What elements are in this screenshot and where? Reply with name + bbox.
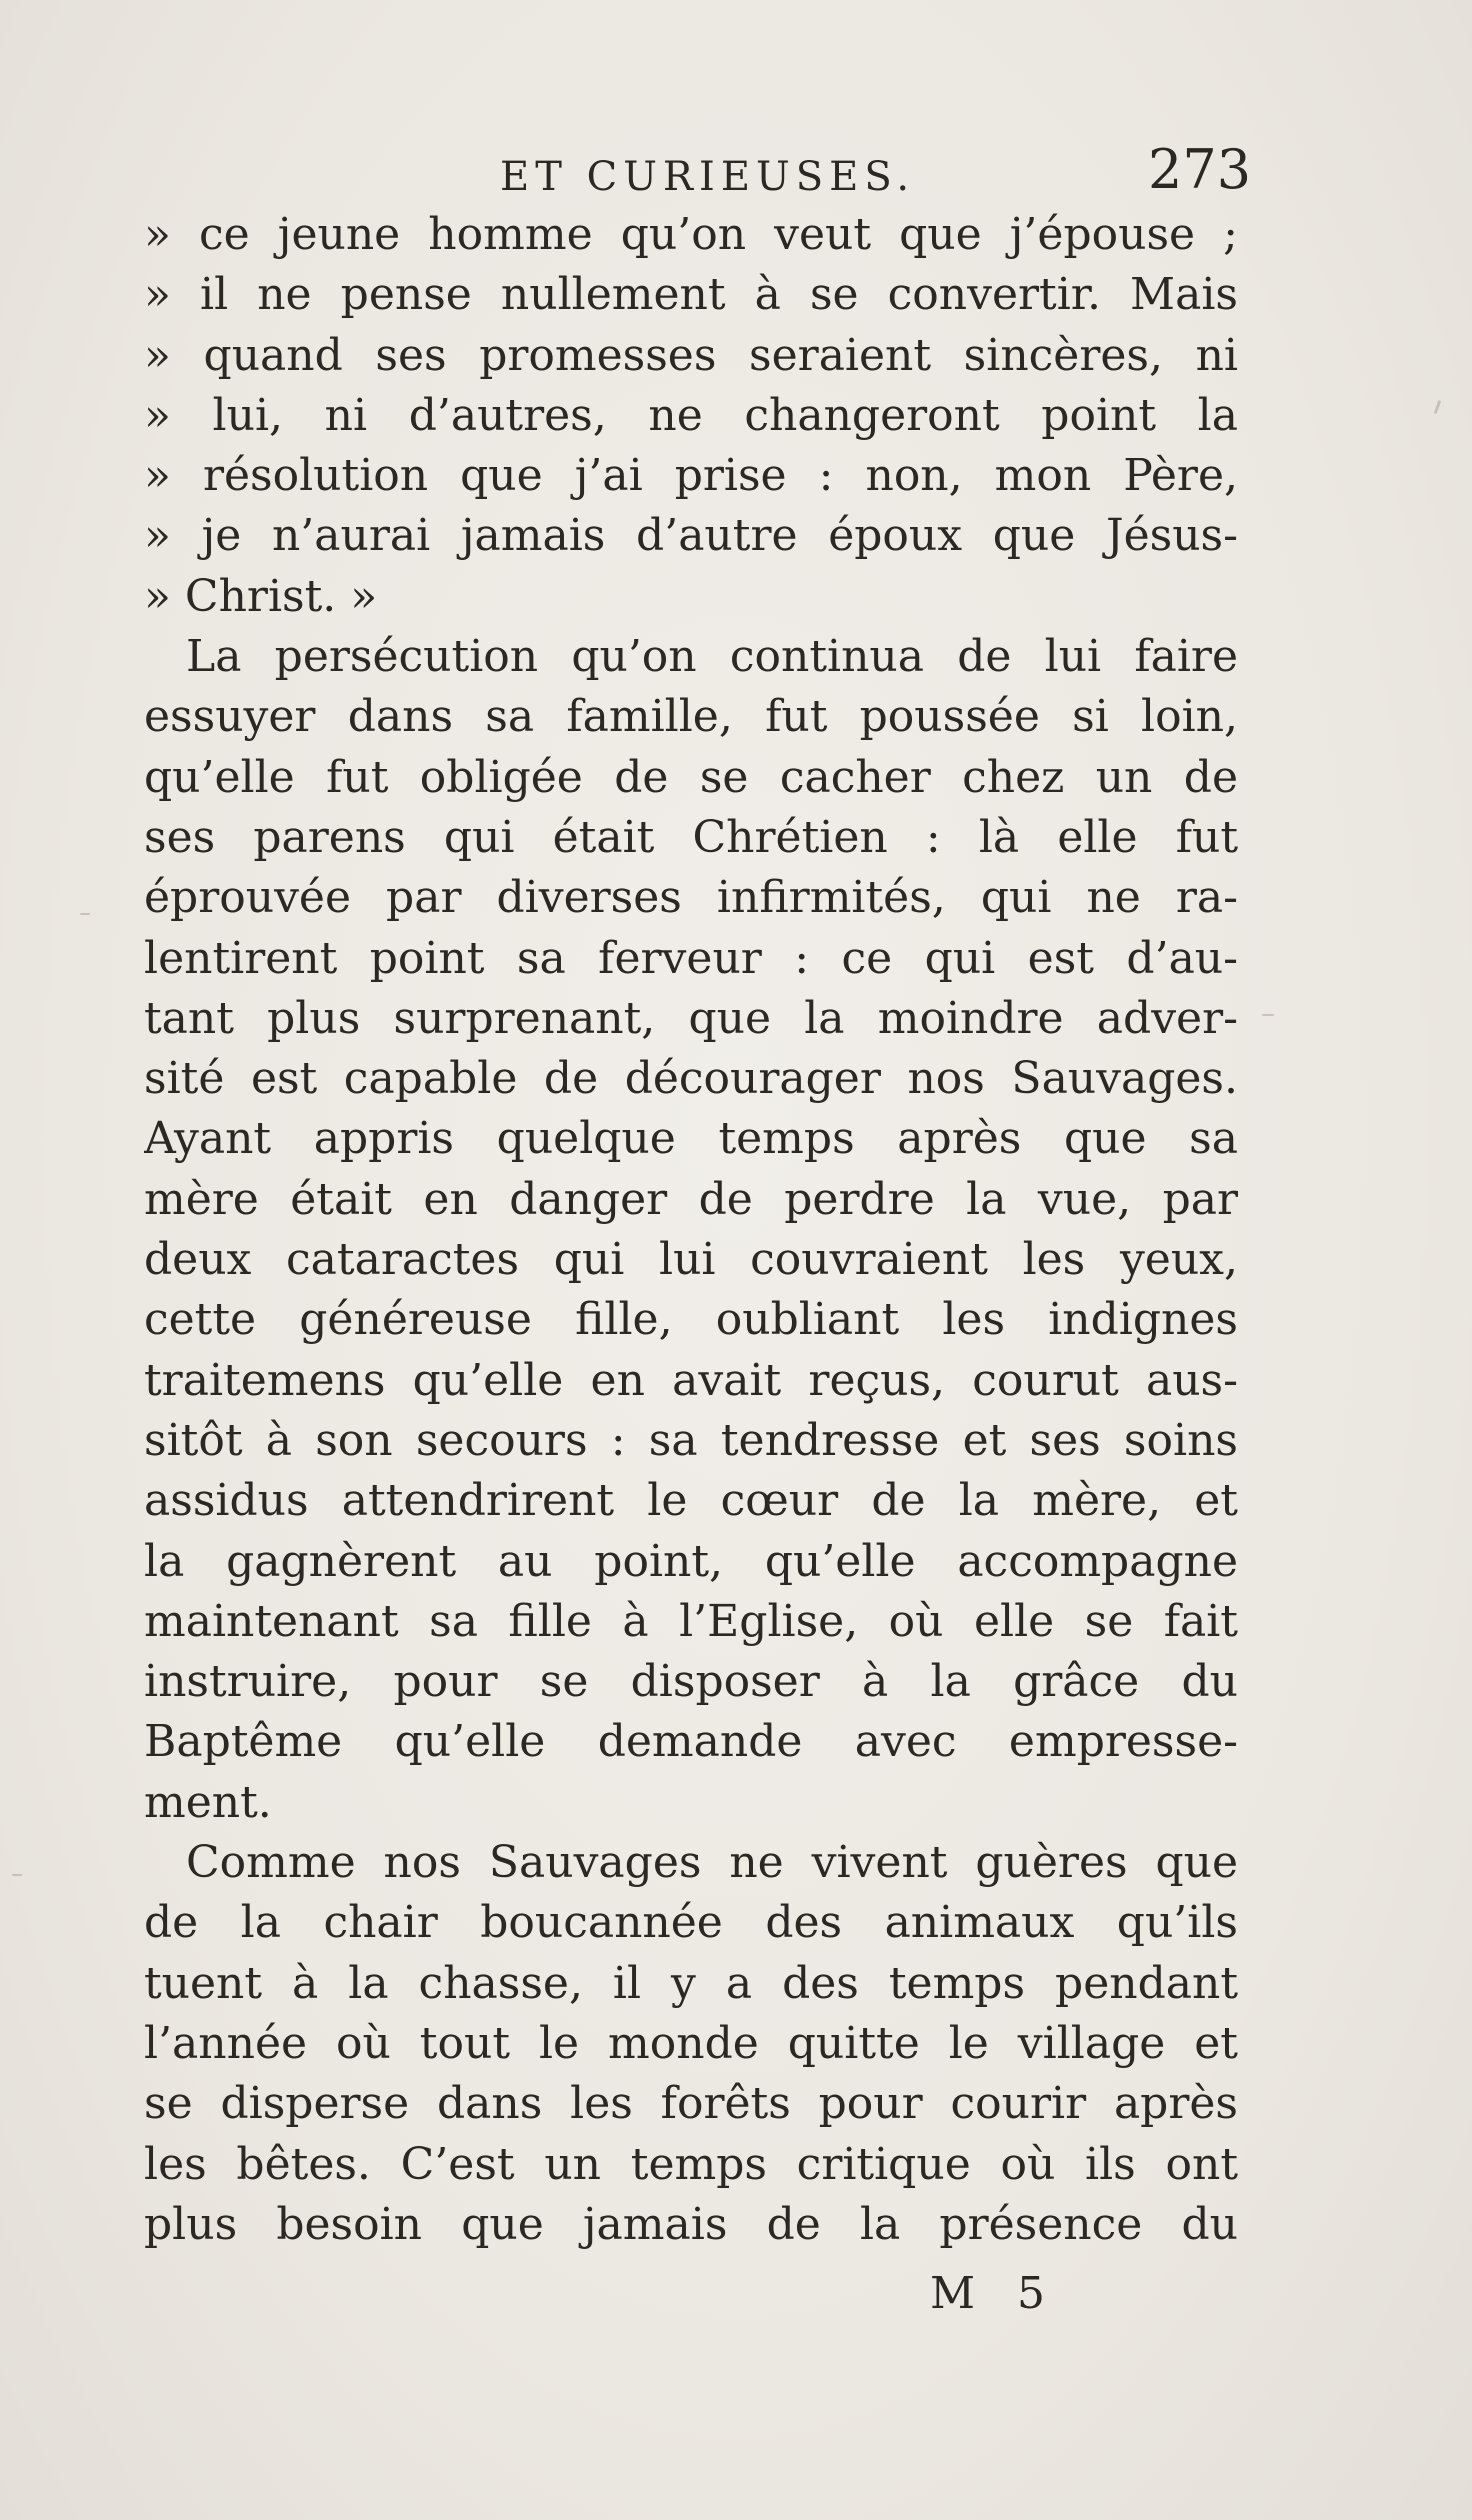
running-head: ET CURIEUSES.: [500, 154, 916, 200]
text-line: la gagnèrent au point, qu’elle accompagne: [144, 1535, 1238, 1587]
paper-speck: [80, 913, 90, 915]
text-line: » je n’aurai jamais d’autre époux que Jésus-: [144, 510, 1238, 562]
signature-mark: M 5: [930, 2268, 1060, 2319]
paper-speck: [12, 1874, 22, 1876]
text-line: assidus attendrirent le cœur de la mère, et: [144, 1475, 1238, 1527]
paper-speck: [1434, 400, 1442, 414]
text-line: maintenant sa fille à l’Eglise, où elle se fait: [144, 1595, 1238, 1647]
text-line: » il ne pense nullement à se convertir. Mais: [144, 269, 1238, 321]
body-text: [144, 205, 1238, 2255]
text-line: se disperse dans les forêts pour courir après: [144, 2078, 1238, 2130]
text-line: plus besoin que jamais de la présence du: [144, 2198, 1238, 2250]
text-line: mère était en danger de perdre la vue, par: [144, 1173, 1238, 1225]
text-line: » quand ses promesses seraient sincères, ni: [144, 329, 1238, 381]
text-line: les bêtes. C’est un temps critique où ils ont: [144, 2138, 1238, 2190]
text-line: sité est capable de décourager nos Sauvages.: [144, 1053, 1238, 1105]
text-line: tant plus surprenant, que la moindre adver-: [144, 992, 1238, 1044]
text-line: » lui, ni d’autres, ne changeront point la: [144, 389, 1238, 441]
text-line: » ce jeune homme qu’on veut que j’épouse ;: [144, 209, 1238, 260]
text-line: l’année où tout le monde quitte le village et: [144, 2017, 1238, 2069]
text-line: instruire, pour se disposer à la grâce du: [144, 1656, 1238, 1708]
text-line: essuyer dans sa famille, fut poussée si loin,: [144, 691, 1238, 743]
text-line: lentirent point sa ferveur : ce qui est d’au-: [144, 932, 1238, 984]
text-line: tuent à la chasse, il y a des temps pendant: [144, 1957, 1238, 2009]
text-line: qu’elle fut obligée de se cacher chez un de: [144, 751, 1238, 803]
page-header: [0, 138, 1472, 201]
paragraph-start-line: La persécution qu’on continua de lui faire: [186, 631, 1238, 683]
text-line: sitôt à son secours : sa tendresse et ses soins: [144, 1414, 1238, 1466]
text-line: éprouvée par diverses infirmités, qui ne ra-: [144, 872, 1238, 924]
text-line: cette généreuse fille, oubliant les indignes: [144, 1294, 1238, 1346]
text-line: deux cataractes qui lui couvraient les yeux,: [144, 1234, 1238, 1286]
text-line: de la chair boucannée des animaux qu’ils: [144, 1897, 1238, 1949]
text-line: ses parens qui était Chrétien : là elle fut: [144, 811, 1238, 863]
paper-speck: [1262, 1014, 1274, 1016]
text-line: » résolution que j’ai prise : non, mon Père,: [144, 450, 1238, 502]
text-line: » Christ. »: [144, 570, 378, 622]
paragraph-start-line: Comme nos Sauvages ne vivent guères que: [186, 1837, 1238, 1889]
text-line: ment.: [144, 1776, 272, 1828]
text-line: Baptême qu’elle demande avec empresse-: [144, 1716, 1238, 1768]
text-line: traitemens qu’elle en avait reçus, courut aus-: [144, 1354, 1238, 1406]
page-number: 273: [1148, 138, 1252, 201]
text-line: Ayant appris quelque temps après que sa: [144, 1113, 1238, 1165]
